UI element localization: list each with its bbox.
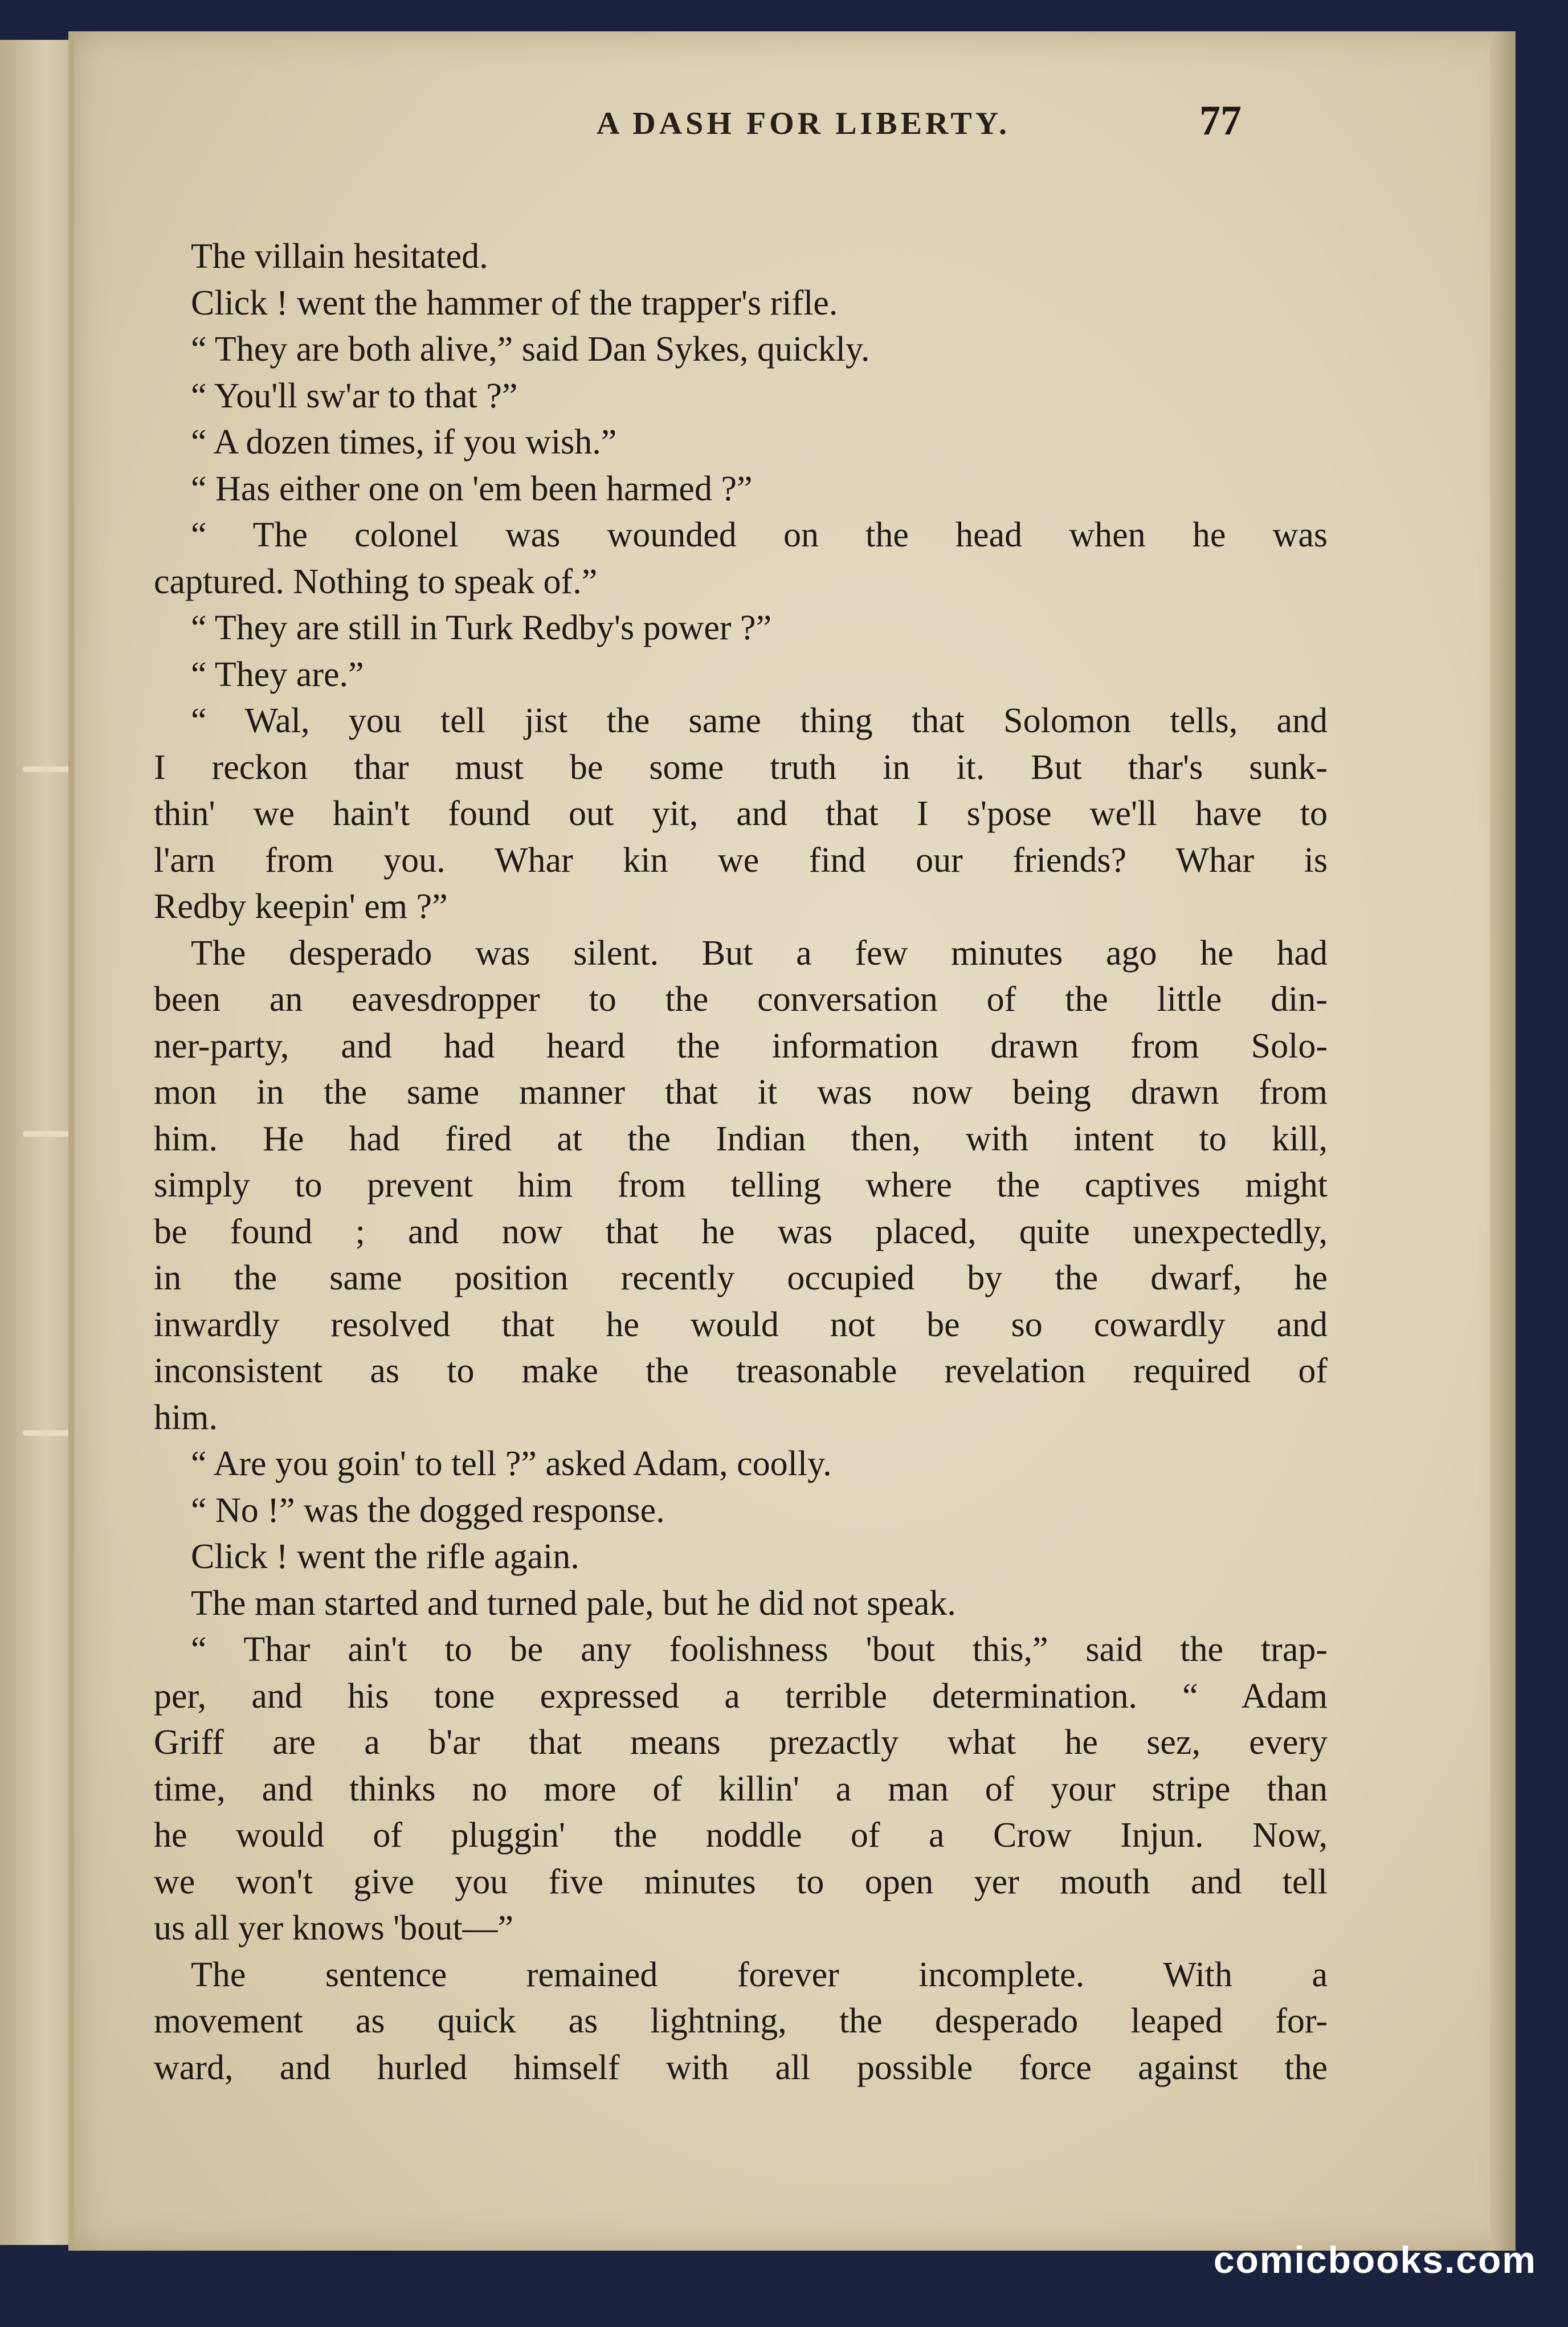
text-line: “ You'll sw'ar to that ?” xyxy=(191,376,518,415)
text-line: The man started and turned pale, but he did not speak. xyxy=(191,1583,956,1623)
text-line: l'arn from you. Whar kin we find our friends? Whar is xyxy=(154,840,1328,880)
text-line: him. He had fired at the Indian then, with intent to kill, xyxy=(154,1119,1328,1158)
text-line: Click ! went the rifle again. xyxy=(191,1537,579,1576)
text-line: “ No !” was the dogged response. xyxy=(191,1491,665,1530)
text-line: Redby keepin' em ?” xyxy=(154,887,448,926)
text-line: “ Has either one on 'em been harmed ?” xyxy=(191,469,753,508)
text-line: I reckon thar must be some truth in it. But thar's sunk- xyxy=(154,748,1328,787)
text-line: him. xyxy=(154,1398,218,1437)
text-line: The villain hesitated. xyxy=(191,237,488,276)
text-line: Click ! went the hammer of the trapper's rifle. xyxy=(191,283,838,322)
page-stack-edge xyxy=(1490,31,1516,2251)
page-number: 77 xyxy=(1199,97,1242,144)
text-line: us all yer knows 'bout—” xyxy=(154,1909,514,1948)
text-line: time, and thinks no more of killin' a man of your stripe than xyxy=(154,1769,1328,1808)
text-line: in the same position recently occupied by the dwarf, he xyxy=(154,1259,1328,1297)
text-line: movement as quick as lightning, the desperado leaped for- xyxy=(154,2002,1328,2040)
text-line: “ They are both alive,” said Dan Sykes, quickly. xyxy=(191,330,870,369)
text-line: The sentence remained forever incomplete. With a xyxy=(191,1955,1328,1994)
text-line: ward, and hurled himself with all possible force against the xyxy=(154,2048,1328,2087)
text-line: inconsistent as to make the treasonable revelation required of xyxy=(154,1352,1328,1390)
text-line: simply to prevent him from telling where the captives might xyxy=(154,1166,1328,1205)
text-line: ner-party, and had heard the information drawn from Solo- xyxy=(154,1026,1328,1065)
text-line: “ Thar ain't to be any foolishness 'bout this,” said the trap- xyxy=(191,1630,1328,1669)
text-line: “ A dozen times, if you wish.” xyxy=(191,423,617,462)
text-line: The desperado was silent. But a few minutes ago he had xyxy=(191,933,1328,973)
text-line: Griff are a b'ar that means prezactly what he sez, every xyxy=(154,1723,1328,1762)
text-line: inwardly resolved that he would not be so cowardly and xyxy=(154,1305,1328,1344)
text-line: we won't give you five minutes to open yer mouth and tell xyxy=(154,1862,1328,1901)
text-line: “ They are.” xyxy=(191,655,364,694)
watermark: comicbooks.com xyxy=(1213,2239,1537,2281)
text-line: “ Wal, you tell jist the same thing that Solomon tells, and xyxy=(191,701,1328,740)
text-line: be found ; and now that he was placed, quite unexpectedly, xyxy=(154,1212,1328,1251)
text-line: “ They are still in Turk Redby's power ?” xyxy=(191,609,772,647)
text-line: “ Are you goin' to tell ?” asked Adam, coolly. xyxy=(191,1444,832,1483)
text-line: captured. Nothing to speak of.” xyxy=(154,562,598,601)
text-line: “ The colonel was wounded on the head when he was xyxy=(191,516,1328,554)
text-line: per, and his tone expressed a terrible determination. “ Adam xyxy=(154,1676,1328,1716)
running-head: A DASH FOR LIBERTY. xyxy=(596,106,1011,141)
text-line: he would of pluggin' the noddle of a Crow Injun. Now, xyxy=(154,1816,1328,1855)
text-line: mon in the same manner that it was now being drawn from xyxy=(154,1073,1328,1112)
body-text xyxy=(154,234,1328,2091)
text-line: been an eavesdropper to the conversation of the little din- xyxy=(154,980,1328,1019)
text-line: thin' we hain't found out yit, and that I s'pose we'll have to xyxy=(154,794,1328,833)
